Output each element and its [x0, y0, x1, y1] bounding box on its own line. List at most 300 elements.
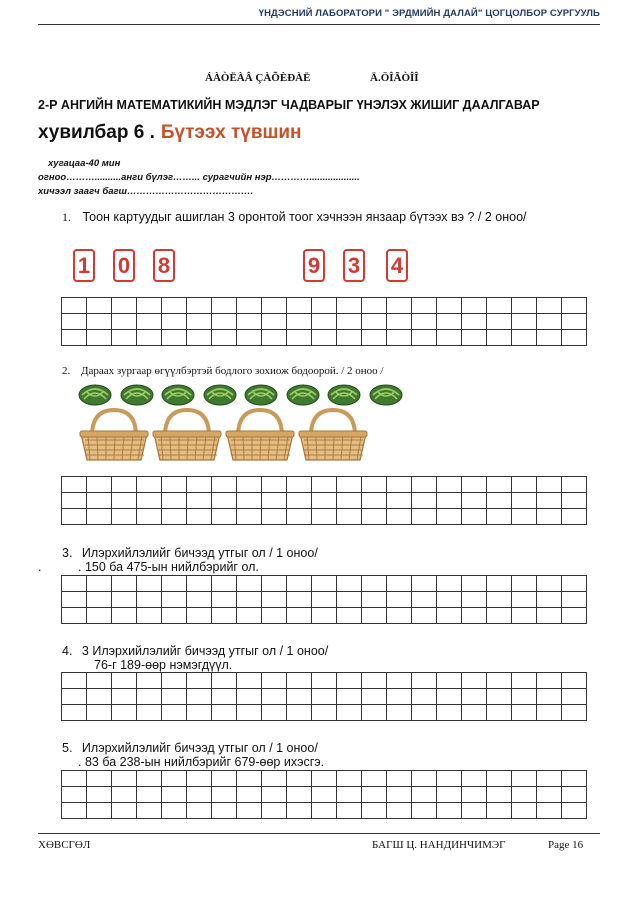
grid-cell: [162, 803, 187, 819]
grid-cell: [87, 314, 112, 330]
grid-cell: [512, 314, 537, 330]
grid-cell: [337, 298, 362, 314]
grid-cell: [162, 592, 187, 608]
answer-grid-2: [61, 476, 587, 525]
grid-cell: [412, 298, 437, 314]
watermelon-icon: [327, 384, 361, 406]
grid-cell: [87, 330, 112, 346]
watermelon-icon: [78, 384, 112, 406]
grid-cell: [337, 673, 362, 689]
grid-cell: [162, 576, 187, 592]
variant-heading: [38, 122, 302, 144]
grid-cell: [287, 705, 312, 721]
grid-cell: [237, 298, 262, 314]
grid-cell: [87, 705, 112, 721]
grid-cell: [262, 592, 287, 608]
grid-cell: [412, 493, 437, 509]
grid-cell: [362, 592, 387, 608]
grid-cell: [537, 298, 562, 314]
task-4-number: 4.: [62, 644, 73, 658]
grid-row: [62, 493, 587, 509]
grid-cell: [312, 705, 337, 721]
grid-cell: [512, 592, 537, 608]
grid-cell: [187, 689, 212, 705]
grid-cell: [562, 803, 587, 819]
grid-cell: [337, 771, 362, 787]
grid-cell: [362, 493, 387, 509]
grid-cell: [537, 771, 562, 787]
grid-cell: [187, 576, 212, 592]
grid-cell: [287, 803, 312, 819]
grid-cell: [337, 314, 362, 330]
grid-cell: [237, 803, 262, 819]
grid-cell: [137, 689, 162, 705]
grid-cell: [112, 673, 137, 689]
grid-cell: [187, 787, 212, 803]
grid-row: [62, 298, 587, 314]
grid-cell: [562, 314, 587, 330]
grid-cell: [112, 330, 137, 346]
grid-cell: [437, 787, 462, 803]
grid-cell: [287, 576, 312, 592]
grid-cell: [187, 673, 212, 689]
grid-cell: [512, 673, 537, 689]
grid-cell: [437, 771, 462, 787]
grid-cell: [262, 608, 287, 624]
grid-cell: [237, 673, 262, 689]
grid-cell: [512, 477, 537, 493]
grid-row: [62, 705, 587, 721]
grid-cell: [462, 771, 487, 787]
grid-cell: [212, 330, 237, 346]
grid-cell: [512, 803, 537, 819]
time-limit: хугацаа-40 мин: [48, 158, 121, 169]
grid-cell: [437, 576, 462, 592]
grid-cell: [137, 330, 162, 346]
grid-cell: [112, 771, 137, 787]
grid-cell: [462, 477, 487, 493]
grid-cell: [262, 576, 287, 592]
grid-cell: [287, 787, 312, 803]
grid-cell: [187, 493, 212, 509]
grid-cell: [112, 689, 137, 705]
task-5-number: 5.: [62, 741, 73, 755]
grid-cell: [387, 771, 412, 787]
grid-cell: [412, 477, 437, 493]
grid-cell: [562, 509, 587, 525]
grid-cell: [62, 771, 87, 787]
grid-cell: [512, 771, 537, 787]
page-title: 2-Р АНГИЙН МАТЕМАТИКИЙН МЭДЛЭГ ЧАДВАРЫГ ҮНЭЛЭХ ЖИШИГ ДААЛГАВАР: [38, 98, 540, 112]
grid-cell: [412, 787, 437, 803]
grid-cell: [337, 330, 362, 346]
grid-cell: [287, 330, 312, 346]
grid-cell: [437, 592, 462, 608]
grid-cell: [537, 803, 562, 819]
grid-cell: [287, 298, 312, 314]
grid-cell: [412, 509, 437, 525]
grid-cell: [212, 314, 237, 330]
number-card: 8: [153, 249, 175, 282]
grid-row: [62, 803, 587, 819]
grid-cell: [187, 608, 212, 624]
grid-cell: [187, 771, 212, 787]
grid-cell: [512, 576, 537, 592]
grid-cell: [212, 608, 237, 624]
grid-cell: [487, 330, 512, 346]
grid-row: [62, 673, 587, 689]
grid-cell: [87, 673, 112, 689]
header-divider: [38, 24, 600, 25]
grid-cell: [562, 592, 587, 608]
grid-cell: [62, 673, 87, 689]
grid-cell: [237, 705, 262, 721]
basket-icon: [151, 408, 223, 462]
grid-cell: [187, 509, 212, 525]
grid-cell: [187, 330, 212, 346]
grid-cell: [62, 477, 87, 493]
grid-cell: [462, 314, 487, 330]
grid-cell: [312, 689, 337, 705]
answer-grid-5: [61, 770, 587, 819]
grid-cell: [412, 673, 437, 689]
grid-cell: [237, 477, 262, 493]
grid-cell: [237, 771, 262, 787]
grid-row: [62, 509, 587, 525]
grid-cell: [62, 787, 87, 803]
grid-cell: [387, 803, 412, 819]
grid-cell: [437, 673, 462, 689]
grid-cell: [137, 314, 162, 330]
grid-cell: [362, 608, 387, 624]
grid-row: [62, 771, 587, 787]
grid-cell: [337, 705, 362, 721]
grid-cell: [187, 314, 212, 330]
task-4-text: 3 Илэрхийлэлийг бичээд утгыг ол / 1 оноо/: [81, 644, 329, 658]
grid-cell: [137, 509, 162, 525]
grid-cell: [537, 314, 562, 330]
grid-cell: [387, 477, 412, 493]
grid-cell: [412, 314, 437, 330]
number-card: 0: [113, 249, 135, 282]
grid-cell: [437, 689, 462, 705]
grid-cell: [162, 314, 187, 330]
watermelon-icon: [120, 384, 154, 406]
grid-cell: [112, 592, 137, 608]
grid-cell: [562, 705, 587, 721]
grid-cell: [262, 705, 287, 721]
grid-cell: [537, 608, 562, 624]
grid-cell: [262, 477, 287, 493]
grid-cell: [487, 576, 512, 592]
grid-row: [62, 477, 587, 493]
grid-cell: [387, 705, 412, 721]
grid-cell: [162, 673, 187, 689]
grid-cell: [137, 673, 162, 689]
grid-cell: [112, 509, 137, 525]
basket-icon: [297, 408, 369, 462]
footer-location: ХӨВСГӨЛ: [38, 839, 91, 851]
answer-grid-3: [61, 575, 587, 624]
grid-cell: [212, 298, 237, 314]
watermelon-icon: [286, 384, 320, 406]
grid-cell: [437, 705, 462, 721]
grid-cell: [87, 493, 112, 509]
grid-cell: [87, 509, 112, 525]
grid-cell: [462, 592, 487, 608]
grid-cell: [137, 787, 162, 803]
grid-cell: [512, 689, 537, 705]
grid-cell: [87, 576, 112, 592]
grid-cell: [262, 803, 287, 819]
grid-cell: [387, 493, 412, 509]
grid-cell: [137, 576, 162, 592]
grid-cell: [362, 803, 387, 819]
grid-cell: [512, 787, 537, 803]
grid-cell: [162, 477, 187, 493]
grid-cell: [87, 689, 112, 705]
task-3-bullet: .: [38, 560, 42, 574]
grid-cell: [437, 330, 462, 346]
grid-cell: [537, 689, 562, 705]
grid-cell: [262, 689, 287, 705]
grid-cell: [512, 493, 537, 509]
grid-cell: [362, 314, 387, 330]
grid-cell: [162, 493, 187, 509]
grid-cell: [487, 298, 512, 314]
grid-cell: [462, 689, 487, 705]
grid-cell: [412, 576, 437, 592]
grid-cell: [162, 330, 187, 346]
grid-cell: [487, 689, 512, 705]
grid-cell: [437, 298, 462, 314]
grid-row: [62, 689, 587, 705]
grid-cell: [87, 298, 112, 314]
basket-icon: [78, 408, 150, 462]
grid-cell: [312, 803, 337, 819]
grid-cell: [487, 493, 512, 509]
grid-cell: [337, 787, 362, 803]
grid-cell: [362, 771, 387, 787]
grid-cell: [262, 771, 287, 787]
task-5-subtext: . 83 ба 238-ын нийлбэрийг 679-өөр ихэсгэ.: [78, 755, 325, 769]
grid-cell: [262, 330, 287, 346]
grid-cell: [487, 787, 512, 803]
grid-cell: [362, 330, 387, 346]
grid-cell: [412, 803, 437, 819]
task-1-number: 1.: [62, 210, 71, 224]
grid-cell: [562, 673, 587, 689]
grid-cell: [487, 705, 512, 721]
grid-cell: [462, 673, 487, 689]
grid-cell: [212, 592, 237, 608]
grid-cell: [512, 298, 537, 314]
grid-cell: [262, 509, 287, 525]
grid-cell: [62, 576, 87, 592]
grid-cell: [212, 705, 237, 721]
watermelon-icon: [203, 384, 237, 406]
grid-cell: [87, 771, 112, 787]
grid-cell: [462, 705, 487, 721]
grid-cell: [362, 509, 387, 525]
grid-cell: [412, 705, 437, 721]
grid-cell: [187, 477, 212, 493]
grid-cell: [362, 477, 387, 493]
grid-cell: [262, 493, 287, 509]
grid-cell: [462, 509, 487, 525]
grid-cell: [187, 298, 212, 314]
grid-cell: [212, 673, 237, 689]
grid-cell: [537, 330, 562, 346]
grid-cell: [562, 576, 587, 592]
grid-cell: [562, 330, 587, 346]
grid-cell: [62, 298, 87, 314]
number-card: 4: [386, 249, 408, 282]
grid-cell: [312, 673, 337, 689]
grid-cell: [312, 298, 337, 314]
grid-cell: [162, 787, 187, 803]
grid-cell: [512, 705, 537, 721]
grid-cell: [412, 592, 437, 608]
variant-label: хувилбар 6 .: [38, 122, 155, 143]
grid-cell: [237, 509, 262, 525]
grid-cell: [62, 592, 87, 608]
watermelon-icon: [161, 384, 195, 406]
grid-cell: [562, 477, 587, 493]
answer-grid-4: [61, 672, 587, 721]
number-card: 1: [73, 249, 95, 282]
task-1: [62, 210, 527, 225]
grid-cell: [562, 608, 587, 624]
grid-cell: [112, 314, 137, 330]
grid-cell: [137, 803, 162, 819]
grid-cell: [62, 689, 87, 705]
grid-cell: [412, 330, 437, 346]
grid-cell: [87, 477, 112, 493]
grid-cell: [537, 493, 562, 509]
grid-cell: [387, 298, 412, 314]
grid-cell: [62, 803, 87, 819]
school-header: ҮНДЭСНИЙ ЛАБОРАТОРИ " ЭРДМИЙН ДАЛАЙ" ЦОГЦОЛБОР СУРГУУЛЬ: [258, 8, 600, 19]
grid-cell: [412, 771, 437, 787]
grid-cell: [387, 330, 412, 346]
grid-cell: [337, 803, 362, 819]
grid-cell: [87, 592, 112, 608]
grid-cell: [337, 592, 362, 608]
grid-cell: [562, 689, 587, 705]
grid-cell: [87, 803, 112, 819]
grid-cell: [287, 771, 312, 787]
task-5: [62, 741, 318, 755]
grid-cell: [387, 673, 412, 689]
grid-cell: [312, 576, 337, 592]
grid-cell: [212, 576, 237, 592]
grid-cell: [212, 771, 237, 787]
grid-cell: [412, 608, 437, 624]
garbled-heading-left: ÁÀÒËÀÂ ÇÀÕÈÐÀË: [205, 72, 311, 84]
grid-cell: [487, 608, 512, 624]
grid-cell: [387, 608, 412, 624]
grid-cell: [312, 592, 337, 608]
grid-cell: [462, 493, 487, 509]
grid-cell: [512, 608, 537, 624]
grid-cell: [237, 689, 262, 705]
grid-cell: [387, 592, 412, 608]
grid-cell: [162, 608, 187, 624]
grid-cell: [312, 771, 337, 787]
grid-cell: [362, 673, 387, 689]
grid-cell: [487, 592, 512, 608]
grid-cell: [62, 493, 87, 509]
task-4-subtext: 76-г 189-өөр нэмэгдүүл.: [94, 658, 233, 672]
grid-cell: [237, 576, 262, 592]
grid-cell: [212, 803, 237, 819]
grid-cell: [112, 298, 137, 314]
task-3: [62, 546, 318, 560]
grid-cell: [312, 509, 337, 525]
task-5-text: Илэрхийлэлийг бичээд утгыг ол / 1 оноо/: [81, 741, 318, 755]
garbled-heading-right: Ä.ÖÎÃÒÎÎ: [370, 72, 419, 84]
grid-cell: [387, 509, 412, 525]
grid-cell: [562, 298, 587, 314]
grid-cell: [537, 705, 562, 721]
grid-cell: [237, 314, 262, 330]
grid-cell: [487, 803, 512, 819]
task-4: [62, 644, 328, 658]
grid-row: [62, 608, 587, 624]
variant-level: Бүтээх түвшин: [160, 122, 302, 143]
task-2: [62, 365, 384, 377]
task-2-number: 2.: [62, 365, 71, 377]
date-class-student-line: огноо………..........анги бүлэг……... сурагчийн нэр…………...................: [38, 172, 360, 183]
grid-cell: [337, 477, 362, 493]
grid-cell: [537, 576, 562, 592]
grid-cell: [112, 608, 137, 624]
grid-cell: [362, 298, 387, 314]
grid-cell: [437, 509, 462, 525]
grid-cell: [137, 298, 162, 314]
grid-cell: [387, 689, 412, 705]
number-card: 9: [303, 249, 325, 282]
grid-cell: [137, 705, 162, 721]
grid-cell: [562, 771, 587, 787]
grid-cell: [537, 477, 562, 493]
task-2-text: Дараах зургаар өгүүлбэртэй бодлого зохиож бодоорой. / 2 оноо /: [81, 365, 384, 377]
grid-cell: [337, 509, 362, 525]
grid-cell: [237, 330, 262, 346]
basket-icon: [224, 408, 296, 462]
grid-row: [62, 314, 587, 330]
answer-grid-1: [61, 297, 587, 346]
grid-cell: [437, 608, 462, 624]
grid-cell: [387, 576, 412, 592]
grid-cell: [387, 314, 412, 330]
grid-cell: [62, 509, 87, 525]
grid-cell: [362, 576, 387, 592]
watermelon-icon: [244, 384, 278, 406]
grid-row: [62, 576, 587, 592]
task-3-subtext: . 150 ба 475-ын нийлбэрийг ол.: [78, 560, 259, 574]
grid-cell: [87, 787, 112, 803]
grid-cell: [162, 509, 187, 525]
grid-cell: [312, 477, 337, 493]
grid-cell: [137, 477, 162, 493]
grid-cell: [237, 608, 262, 624]
grid-cell: [437, 477, 462, 493]
grid-cell: [512, 509, 537, 525]
grid-cell: [512, 330, 537, 346]
basket-row: [78, 408, 408, 462]
